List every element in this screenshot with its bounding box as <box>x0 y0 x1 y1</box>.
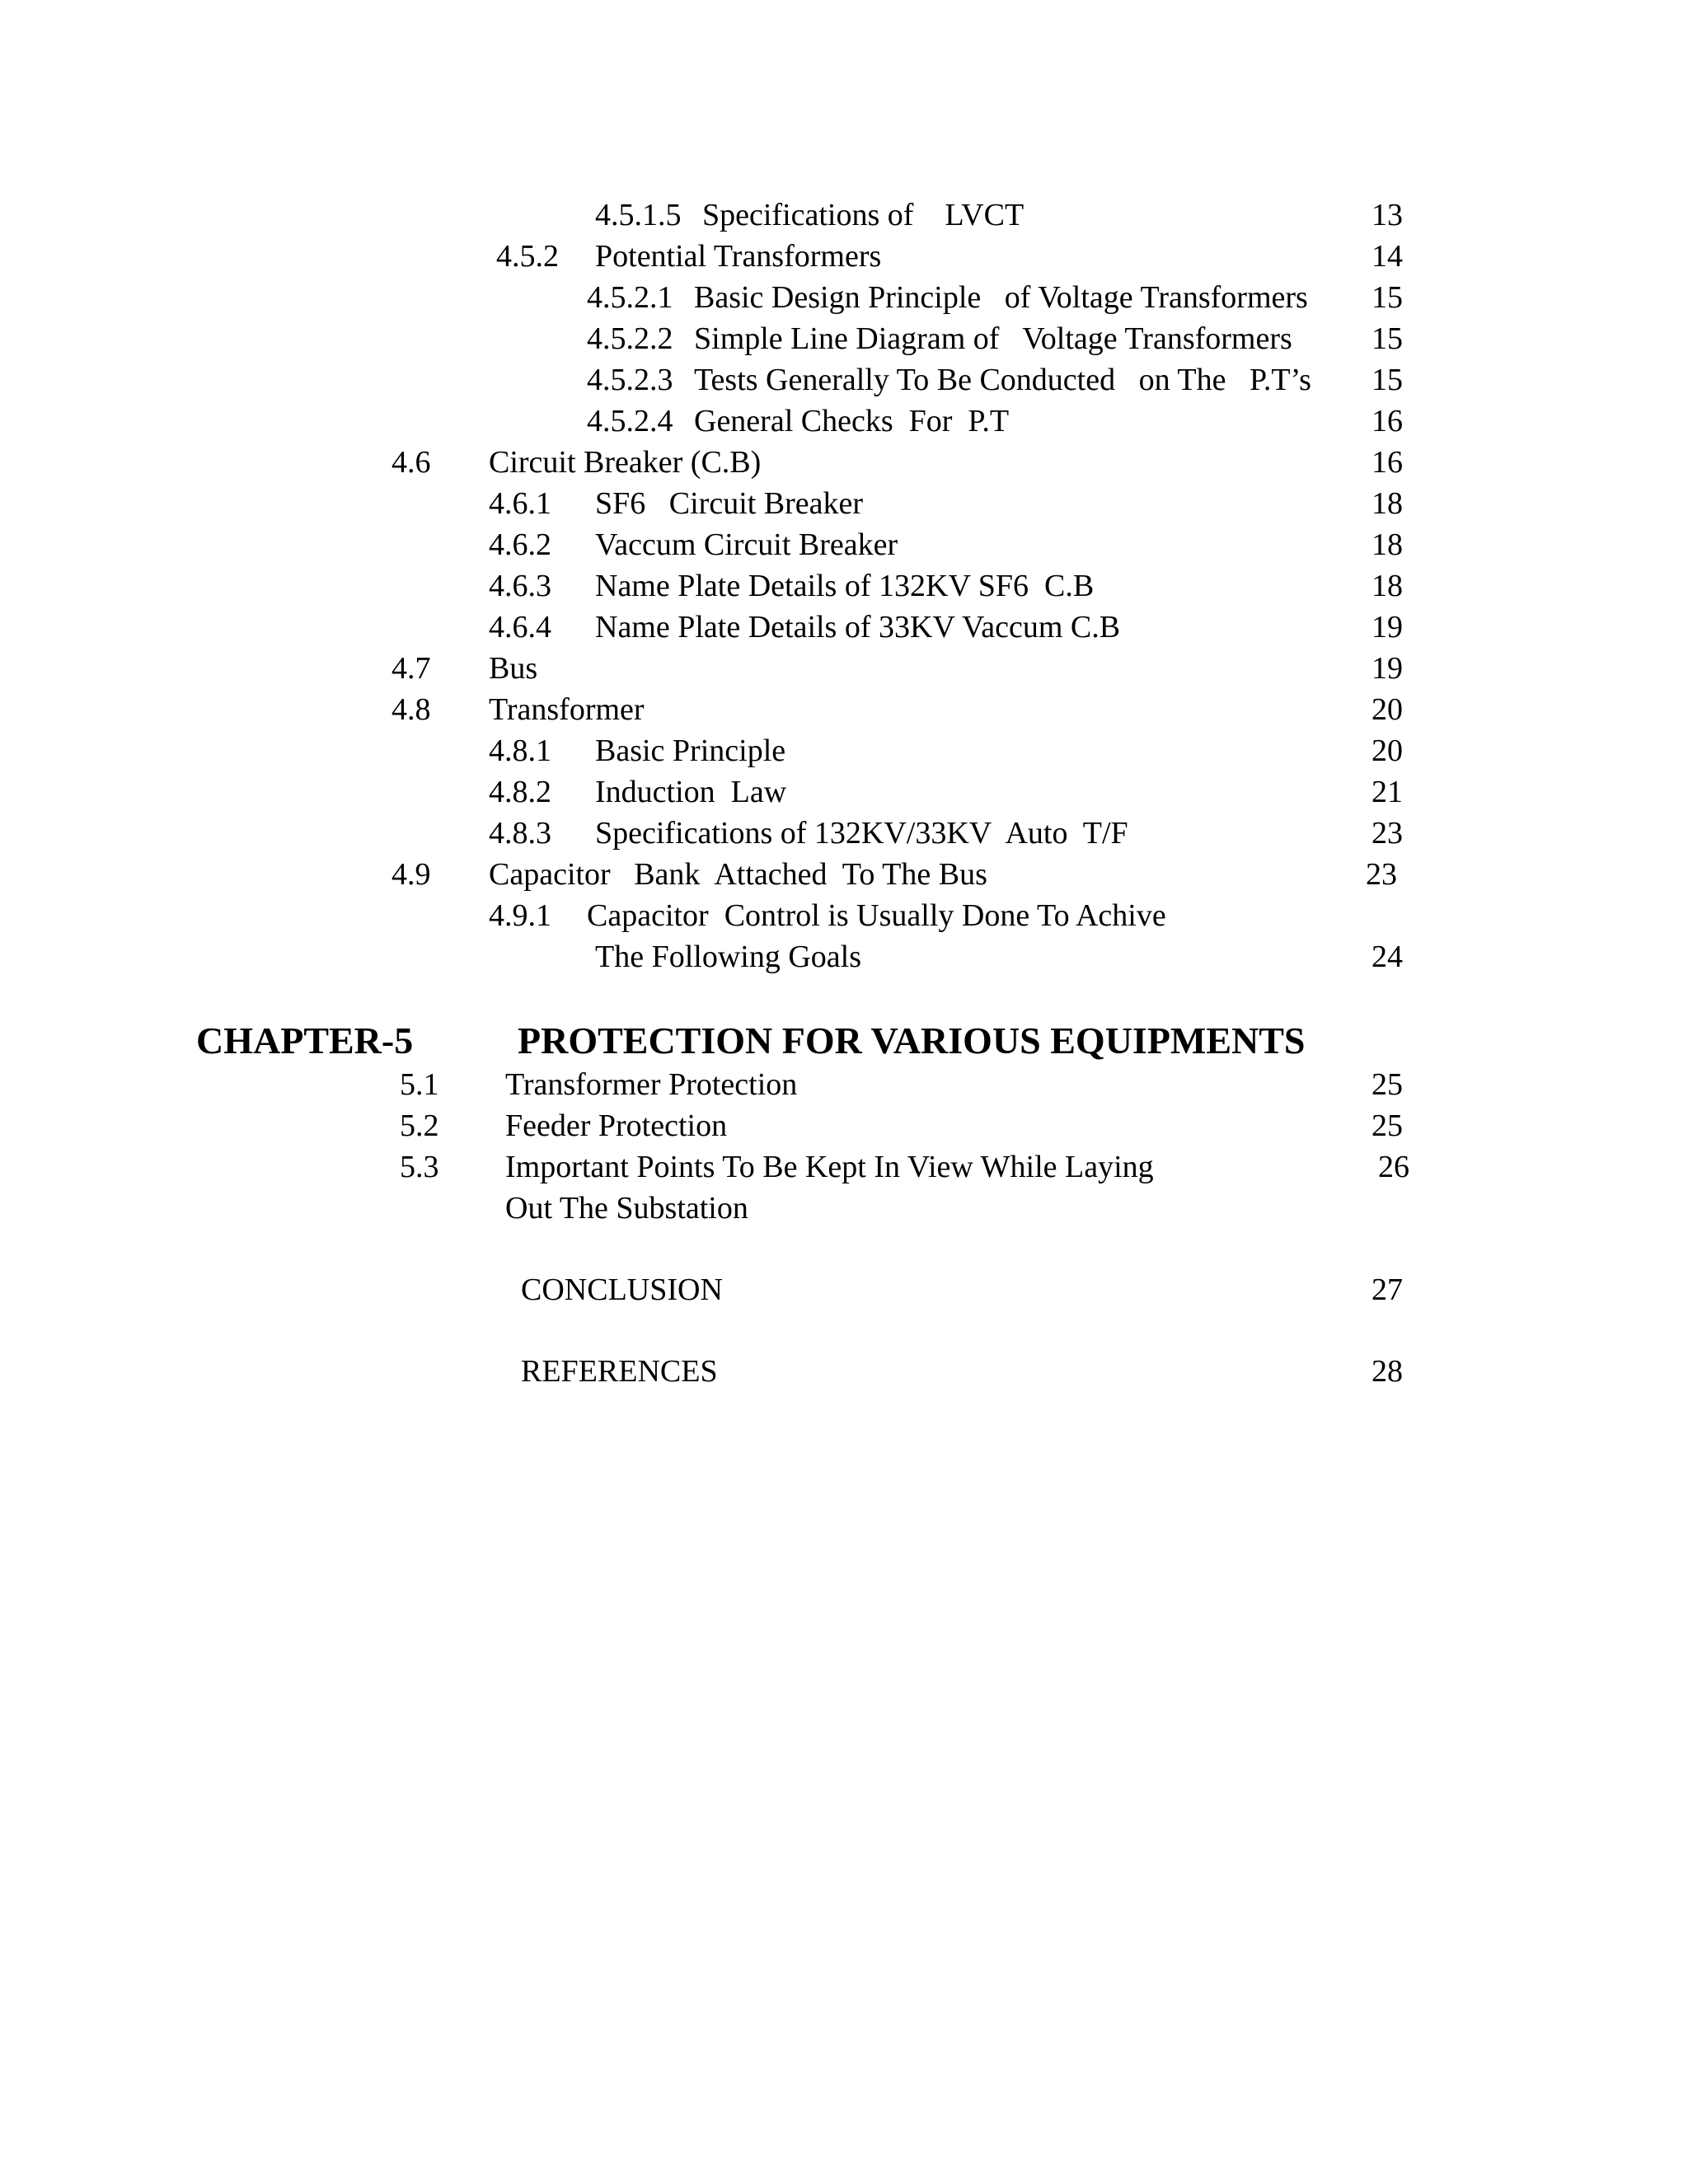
toc-number: 4.5.1.5 <box>595 198 682 232</box>
toc-page: 25 <box>1372 1108 1403 1143</box>
toc-conclusion: CONCLUSION <box>521 1272 723 1307</box>
toc-number: 4.6.4 <box>489 610 551 644</box>
toc-page: 25 <box>1372 1067 1403 1102</box>
toc-title: Name Plate Details of 33KV Vaccum C.B <box>595 610 1121 644</box>
toc-page: 27 <box>1372 1272 1403 1307</box>
toc-page: 16 <box>1372 404 1403 438</box>
toc-page: 15 <box>1372 280 1403 315</box>
toc-title: Bus <box>489 651 538 686</box>
toc-title: Basic Principle <box>595 733 786 768</box>
toc-title: Vaccum Circuit Breaker <box>595 527 898 562</box>
toc-number: 4.5.2.1 <box>587 280 673 315</box>
toc-number: 4.8.2 <box>489 775 551 809</box>
toc-number: 5.3 <box>400 1150 439 1184</box>
toc-number: 5.2 <box>400 1108 439 1143</box>
toc-title: Tests Generally To Be Conducted on The P.T’s <box>694 363 1311 397</box>
toc-number: 4.6.2 <box>489 527 551 562</box>
toc-page: 23 <box>1366 857 1397 892</box>
toc-title: Basic Design Principle of Voltage Transformers <box>694 280 1308 315</box>
toc-page: 16 <box>1372 445 1403 480</box>
toc-page: 13 <box>1372 198 1403 232</box>
toc-number: 5.1 <box>400 1067 439 1102</box>
toc-title: SF6 Circuit Breaker <box>595 486 864 521</box>
toc-number: 4.6 <box>392 445 431 480</box>
toc-references: REFERENCES <box>521 1354 718 1389</box>
toc-page: 20 <box>1372 733 1403 768</box>
toc-page: 20 <box>1372 692 1403 727</box>
toc-title: General Checks For P.T <box>694 404 1010 438</box>
toc-page: 14 <box>1372 239 1403 274</box>
toc-number: 4.5.2.2 <box>587 321 673 356</box>
toc-number: 4.8 <box>392 692 431 727</box>
toc-title: Important Points To Be Kept In View While Laying <box>505 1150 1154 1184</box>
toc-title: Induction Law <box>595 775 787 809</box>
toc-title: Transformer <box>489 692 645 727</box>
toc-title: Capacitor Control is Usually Done To Achive <box>587 898 1166 933</box>
toc-page: 26 <box>1378 1150 1409 1184</box>
toc-number: 4.8.3 <box>489 816 551 851</box>
toc-title: Capacitor Bank Attached To The Bus <box>489 857 987 892</box>
toc-page: 18 <box>1372 486 1403 521</box>
toc-page: 21 <box>1372 775 1403 809</box>
toc-number: 4.8.1 <box>489 733 551 768</box>
toc-title: Circuit Breaker (C.B) <box>489 445 762 480</box>
toc-page: 15 <box>1372 363 1403 397</box>
toc-title-continuation: Out The Substation <box>505 1191 748 1226</box>
toc-number: 4.9.1 <box>489 898 551 933</box>
toc-title: Specifications of 132KV/33KV Auto T/F <box>595 816 1128 851</box>
toc-page: 15 <box>1372 321 1403 356</box>
toc-page: 23 <box>1372 816 1403 851</box>
toc-number: 4.5.2 <box>496 239 559 274</box>
toc-title: Name Plate Details of 132KV SF6 C.B <box>595 569 1095 603</box>
toc-title: Simple Line Diagram of Voltage Transformers <box>694 321 1292 356</box>
toc-number: 4.5.2.3 <box>587 363 673 397</box>
toc-number: 4.5.2.4 <box>587 404 673 438</box>
chapter-label: CHAPTER-5 <box>196 1019 414 1062</box>
toc-number: 4.6.3 <box>489 569 551 603</box>
toc-title: Specifications of LVCT <box>702 198 1025 232</box>
toc-title-continuation: The Following Goals <box>595 940 861 974</box>
toc-page: 19 <box>1372 610 1403 644</box>
toc-title: Potential Transformers <box>595 239 882 274</box>
chapter-title: PROTECTION FOR VARIOUS EQUIPMENTS <box>518 1019 1306 1062</box>
toc-page: 18 <box>1372 527 1403 562</box>
toc-page: 19 <box>1372 651 1403 686</box>
toc-title: Feeder Protection <box>505 1108 728 1143</box>
toc-number: 4.7 <box>392 651 431 686</box>
toc-number: 4.6.1 <box>489 486 551 521</box>
toc-page: 24 <box>1372 940 1403 974</box>
toc-number: 4.9 <box>392 857 431 892</box>
toc-page: 18 <box>1372 569 1403 603</box>
toc-page: 28 <box>1372 1354 1403 1389</box>
toc-title: Transformer Protection <box>505 1067 798 1102</box>
